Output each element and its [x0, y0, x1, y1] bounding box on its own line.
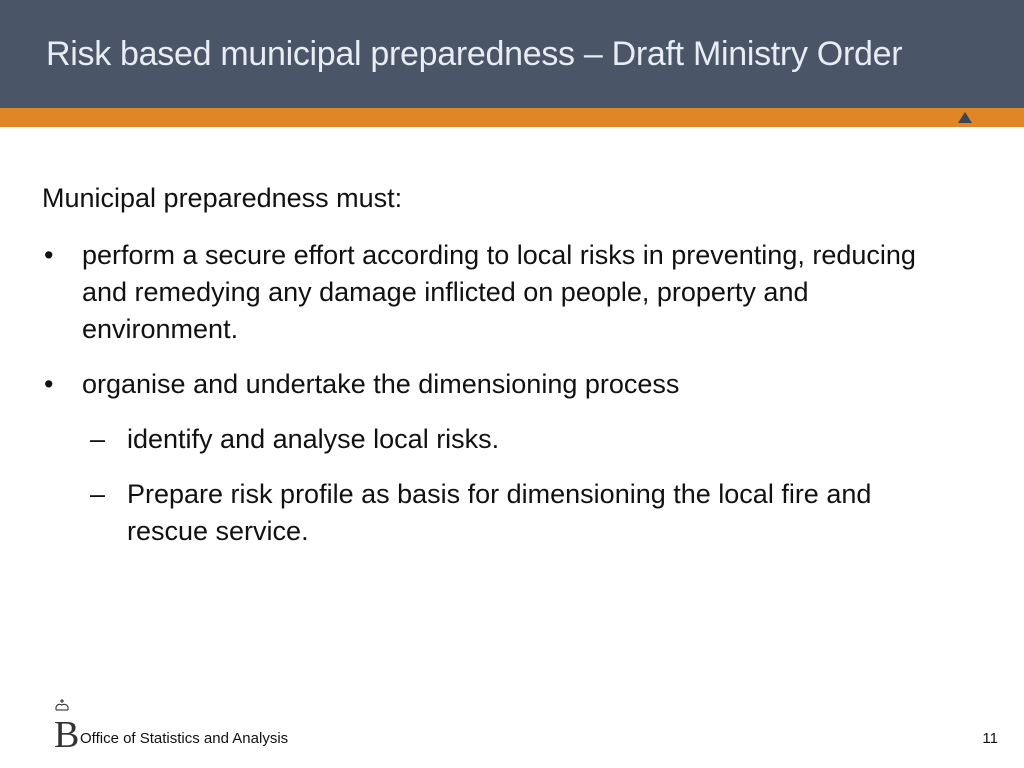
- bullet-item: [42, 237, 942, 348]
- footer-office-name: Office of Statistics and Analysis: [80, 730, 289, 747]
- header-bar: [0, 0, 1024, 108]
- crowned-b-logo-icon: [53, 698, 79, 750]
- sub-bullet-text: identify and analyse local risks.: [127, 424, 500, 454]
- bullet-text: organise and undertake the dimensioning process: [82, 369, 680, 399]
- bullet-marker: •: [44, 369, 54, 399]
- page-number: 11: [982, 730, 998, 747]
- bullet-item: [42, 366, 942, 403]
- sub-bullet-item: [42, 476, 942, 550]
- bullet-text: perform a secure effort according to local risks in preventing, reducing and remedying any damage inflicted on people, property and environment.: [82, 240, 916, 344]
- slide-content: [42, 180, 942, 568]
- up-arrow-icon[interactable]: [958, 112, 972, 123]
- sub-bullet-item: [42, 421, 942, 458]
- sub-bullet-text: Prepare risk profile as basis for dimensioning the local fire and rescue service.: [127, 479, 872, 546]
- intro-text: Municipal preparedness must:: [42, 183, 403, 213]
- svg-text:B: B: [54, 714, 79, 750]
- accent-bar: [0, 108, 1024, 127]
- sub-bullet-marker: –: [90, 479, 106, 509]
- bullet-marker: •: [44, 240, 54, 270]
- sub-bullet-marker: –: [90, 424, 106, 454]
- slide-title: Risk based municipal preparedness – Draft Ministry Order: [46, 35, 903, 73]
